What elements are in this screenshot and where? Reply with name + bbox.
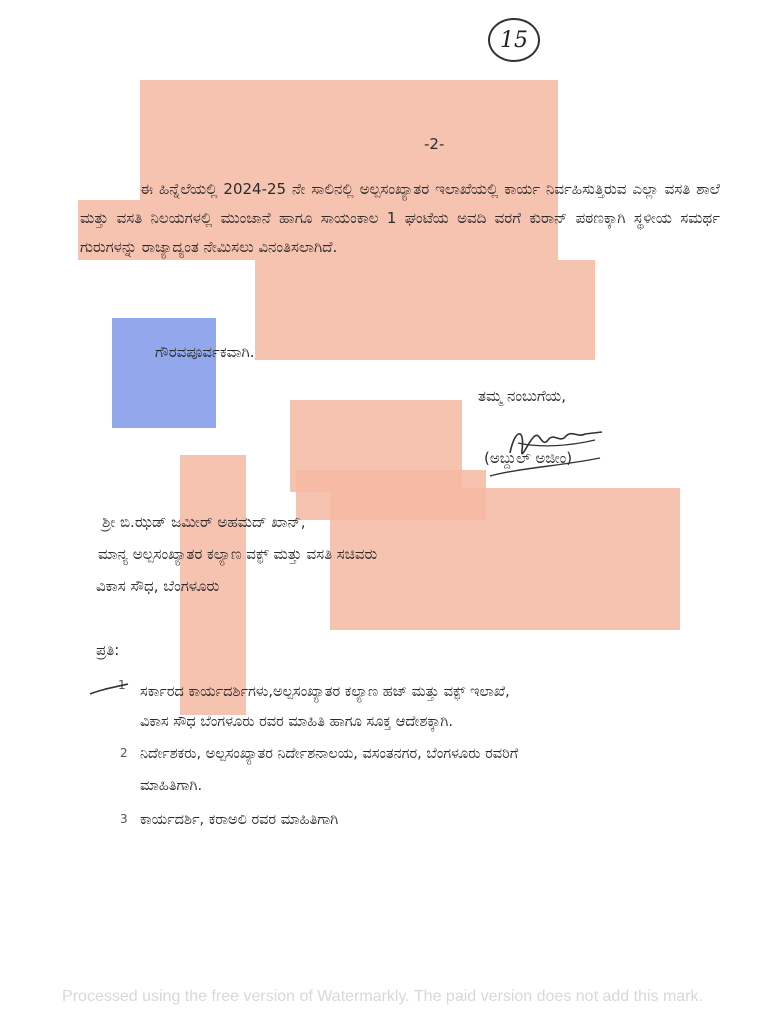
closing-greeting: ಗೌರವಪೂರ್ವಕವಾಗಿ. xyxy=(155,343,255,361)
addressee-name: ಶ್ರೀ ಬಿ.ಝಡ್ ಜಮೀರ್ ಅಹಮದ್ ಖಾನ್, xyxy=(102,513,306,531)
body-paragraph xyxy=(80,175,720,262)
body-text: ಈ ಹಿನ್ನೆಲೆಯಲ್ಲಿ 2024-25 ನೇ ಸಾಲಿನಲ್ಲಿ ಅಲ್ಪಸಂಖ್ಯಾತರ ಇಲಾಖೆಯಲ್ಲಿ ಕಾರ್ಯ ನಿರ್ವಹಿಸುತ್ತಿರುವ ಎಲ್ಲಾ ವಸತಿ ಶಾಲೆ ಮತ್ತು ವಸತಿ ನಿಲಯಗಳಲ್ಲಿ ಮುಂಜಾನೆ ಹಾಗೂ ಸಾಯಂಕಾಲ 1 ಘಂಟೆಯ ಅವದಿ ವರಗೆ ಕುರಾನ್ ಪಠಣಕ್ಕಾಗಿ ಸ್ಥಳೀಯ ಸಮರ್ಥ ಗುರುಗಳನ್ನು ರಾಜ್ಯಾದ್ಯಂತ ನೇಮಿಸಲು ವಿನಂತಿಸಲಾಗಿದೆ. xyxy=(80,180,720,256)
page-marker: -2- xyxy=(424,135,445,153)
list-item: ಕಾರ್ಯದರ್ಶಿ, ಕರಾಅಲಿ ರವರ ಮಾಹಿತಿಗಾಗಿ xyxy=(140,812,339,828)
tick-mark xyxy=(88,680,132,700)
yours-faithfully: ತಮ್ಮ ನಂಬುಗೆಯ, xyxy=(478,387,567,405)
watermark-block xyxy=(255,260,595,360)
list-item: ನಿರ್ದೇಶಕರು, ಅಲ್ಪಸಂಖ್ಯಾತರ ನಿರ್ದೇಶನಾಲಯ, ವಸಂತನಗರ, ಬೆಂಗಳೂರು ರವರಿಗೆ xyxy=(140,746,519,762)
copy-to-heading: ಪ್ರತಿ: xyxy=(96,641,120,659)
list-item: ಸರ್ಕಾರದ ಕಾರ್ಯದರ್ಶಿಗಳು,ಅಲ್ಪಸಂಖ್ಯಾತರ ಕಲ್ಯಾಣ ಹಜ್ ಮತ್ತು ವಕ್ಫ್ ಇಲಾಖೆ, xyxy=(140,684,510,700)
list-item-continuation: ಮಾಹಿತಿಗಾಗಿ. xyxy=(140,778,203,794)
list-number: 3 xyxy=(120,812,128,826)
addressee-designation: ಮಾನ್ಯ ಅಲ್ಪಸಂಖ್ಯಾತರ ಕಲ್ಯಾಣ ವಕ್ಫ್ ಮತ್ತು ವಸತಿ ಸಚಿವರು xyxy=(98,545,378,563)
page-number: 15 xyxy=(488,18,540,62)
list-number: 2 xyxy=(120,746,128,760)
list-item-continuation: ವಿಕಾಸ ಸೌಧ ಬೆಂಗಳೂರು ರವರ ಮಾಹಿತಿ ಹಾಗೂ ಸೂಕ್ತ ಆದೇಶಕ್ಕಾಗಿ. xyxy=(140,714,453,730)
list-number: 1 xyxy=(118,678,126,692)
watermark-footer-text: Processed using the free version of Watermarkly. The paid version does not add this mark. xyxy=(62,988,703,1005)
addressee-address: ವಿಕಾಸ ಸೌಧ, ಬೆಂಗಳೂರು xyxy=(96,577,220,595)
signatory-name: (ಅಬ್ದುಲ್ ಅಜೀಂ) xyxy=(484,449,573,467)
watermark-block xyxy=(112,318,216,428)
watermark-block xyxy=(330,488,680,630)
